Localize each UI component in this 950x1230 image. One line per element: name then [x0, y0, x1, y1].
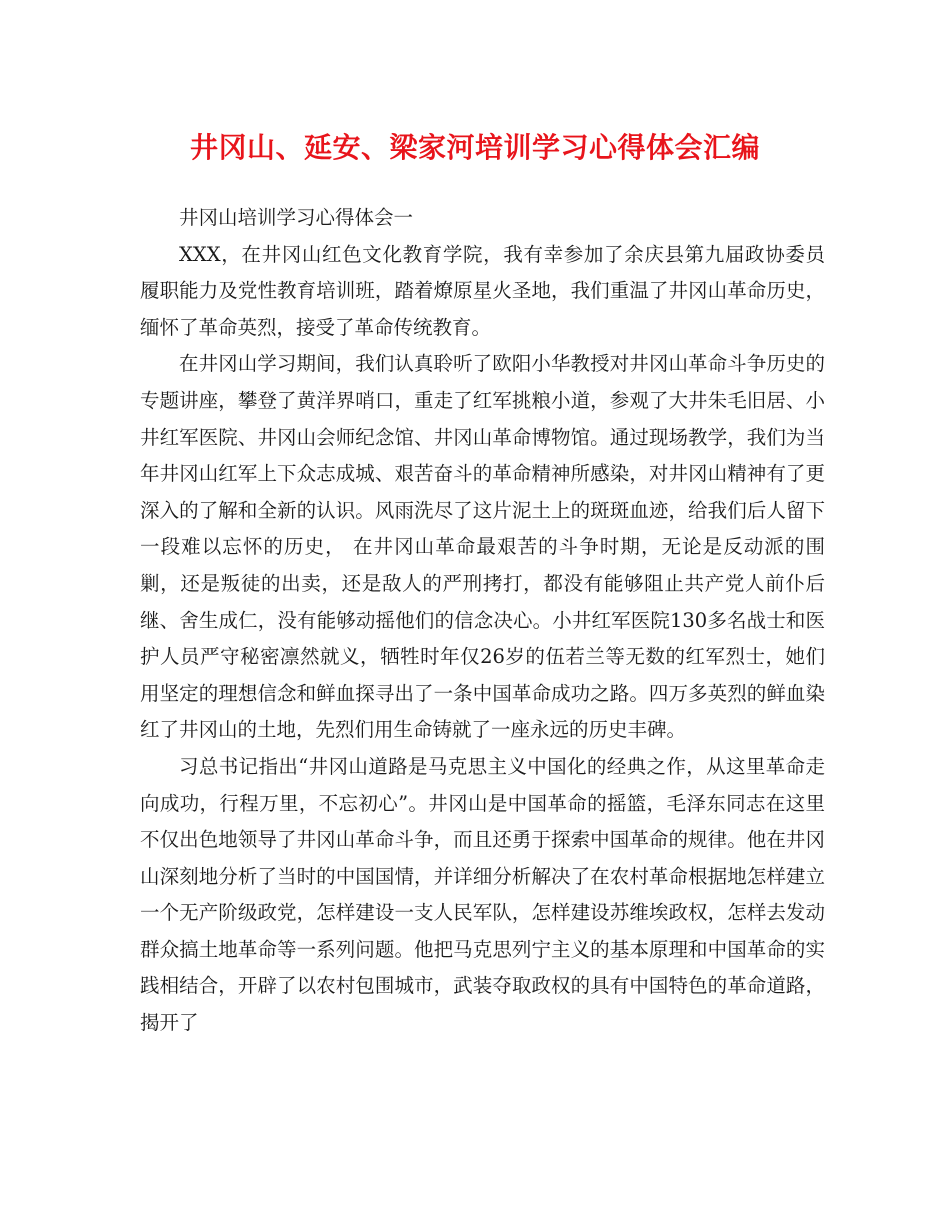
document-body — [140, 200, 825, 1042]
paragraph-2: 在井冈山学习期间，我们认真聆听了欧阳小华教授对井冈山革命斗争历史的专题讲座，攀登了黄洋界哨口，重走了红军挑粮小道，参观了大井朱毛旧居、小井红军医院、井冈山会师纪念馆、井冈山革命博物馆。通过现场教学，我们为当年井冈山红军上下众志成城、艰苦奋斗的革命精神所感染，对井冈山精神有了更深入的了解和全新的认识。风雨洗尽了这片泥土上的斑斑血迹，给我们后人留下一段难以忘怀的历史， 在井冈山革命最艰苦的斗争时期，无论是反动派的围剿，还是叛徒的出卖，还是敌人的严刑拷打，都没有能够阻止共产党人前仆后继、舍生成仁，没有能够动摇他们的信念决心。小井红军医院130多名战士和医护人员严守秘密凛然就义，牺牲时年仅26岁的伍若兰等无数的红军烈士，她们用坚定的理想信念和鲜血探寻出了一条中国革命成功之路。四万多英烈的鲜血染红了井冈山的土地，先烈们用生命铸就了一座永远的历史丰碑。 — [140, 352, 825, 742]
document-title: 井冈山、延安、梁家河培训学习心得体会汇编 — [189, 131, 760, 164]
paragraph-3: 习总书记指出“井冈山道路是马克思主义中国化的经典之作，从这里革命走向成功，行程万里，不忘初心”。井冈山是中国革命的摇篮，毛泽东同志在这里不仅出色地领导了井冈山革命斗争，而且还勇于探索中国革命的规律。他在井冈山深刻地分析了当时的中国国情，并详细分析解决了在农村革命根据地怎样建立一个无产阶级政党，怎样建设一支人民军队，怎样建设苏维埃政权，怎样去发动群众搞土地革命等一系列问题。他把马克思列宁主义的基本原理和中国革命的实践相结合，开辟了以农村包围城市，武装夺取政权的具有中国特色的革命道路，揭开了 — [140, 754, 825, 1035]
section-subtitle: 井冈山培训学习心得体会一 — [179, 206, 414, 229]
paragraph-1: XXX，在井冈山红色文化教育学院，我有幸参加了余庆县第九届政协委员履职能力及党性教育培训班，踏着燎原星火圣地，我们重温了井冈山革命历史，缅怀了革命英烈，接受了革命传统教育。 — [140, 242, 825, 339]
